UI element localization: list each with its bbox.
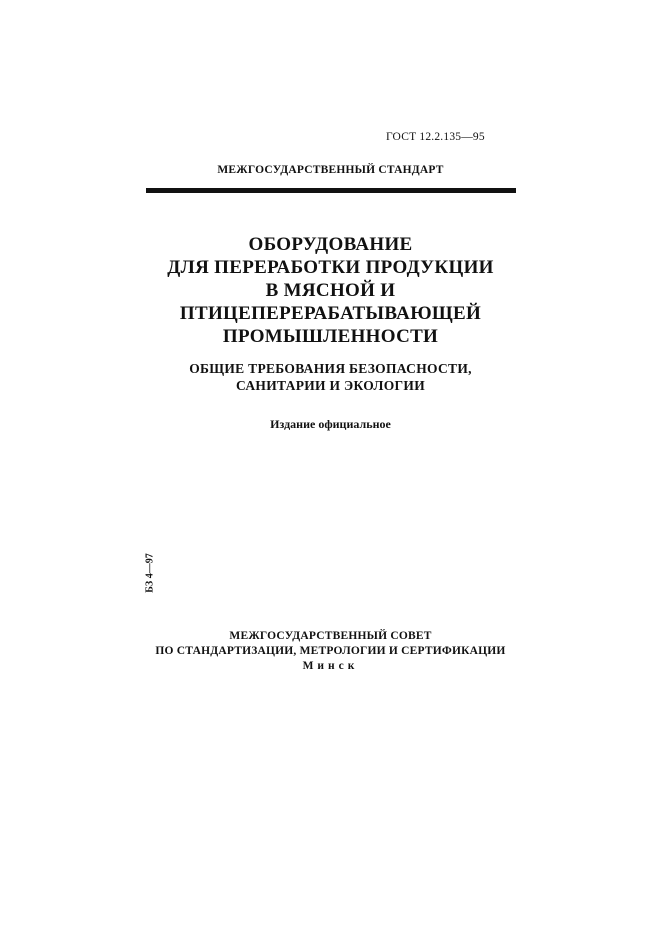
document-number: ГОСТ 12.2.135—95 [386,131,485,143]
main-title-line: ПТИЦЕПЕРЕРАБАТЫВАЮЩЕЙ [179,303,482,324]
main-title-line: В МЯСНОЙ И [265,280,396,301]
subtitle [0,360,661,394]
main-title-line: ОБОРУДОВАНИЕ [248,234,413,255]
publisher-line: МЕЖГОСУДАРСТВЕННЫЙ СОВЕТ [229,630,432,642]
publisher-line: ПО СТАНДАРТИЗАЦИИ, МЕТРОЛОГИИ И СЕРТИФИКАЦИИ [155,645,506,657]
standard-type-label: МЕЖГОСУДАРСТВЕННЫЙ СТАНДАРТ [217,164,444,176]
publisher-block [0,629,661,674]
main-title-line: ДЛЯ ПЕРЕРАБОТКИ ПРОДУКЦИИ [167,257,494,278]
subtitle-line: САНИТАРИИ И ЭКОЛОГИИ [236,378,425,393]
main-title-line: ПРОМЫШЛЕННОСТИ [222,326,439,347]
main-title [0,233,661,348]
header-divider [146,188,516,193]
subtitle-line: ОБЩИЕ ТРЕБОВАНИЯ БЕЗОПАСНОСТИ, [189,361,472,376]
edition-label: Издание официальное [270,417,391,431]
side-catalog-code: БЗ 4—97 [144,553,156,593]
publisher-city: Минск [302,660,359,672]
